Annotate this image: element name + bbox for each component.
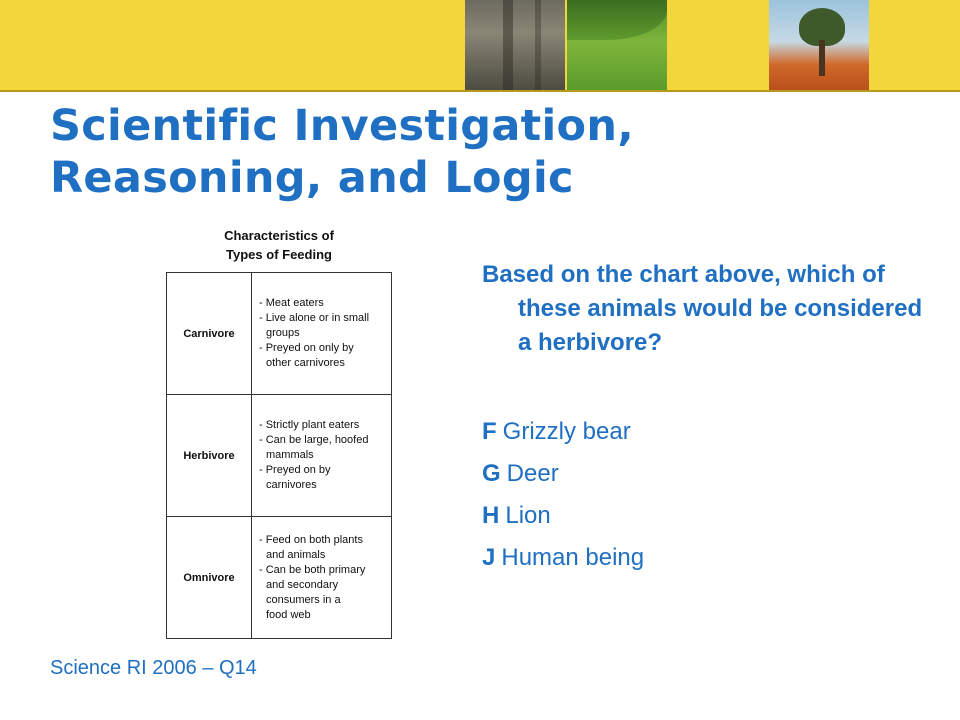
description-line: mammals [266, 449, 314, 461]
table-row-herbivore [167, 395, 392, 517]
description-line: - Live alone or in small [259, 312, 370, 324]
description-line: and secondary [266, 578, 339, 591]
banner-divider [0, 90, 960, 92]
table-row-carnivore [167, 273, 392, 395]
desert-tree-photo [769, 0, 869, 92]
answer-letter: H [482, 502, 500, 529]
chart-heading-line-1: Characteristics of [224, 228, 334, 243]
answer-option-g[interactable] [482, 460, 902, 488]
chart-heading-line-2: Types of Feeding [226, 247, 332, 262]
answer-letter: J [482, 544, 496, 571]
answer-letter: F [482, 418, 497, 445]
slide-title [50, 100, 910, 204]
table-cell-description [252, 395, 392, 517]
answer-text: Deer [506, 460, 559, 487]
table-cell-description [252, 273, 392, 395]
description-line: carnivores [266, 479, 317, 491]
feeding-types-table [166, 272, 392, 639]
description-line: - Preyed on only by [259, 342, 354, 354]
question-text: Based on the chart above, which of these animals would be considered a herbivore? [482, 261, 923, 356]
description-line: food web [266, 608, 311, 621]
description-line: - Preyed on by [259, 464, 331, 476]
answer-text: Grizzly bear [502, 418, 631, 445]
answer-list [482, 418, 902, 586]
forest-photo [465, 0, 565, 92]
table-cell-type: Carnivore [167, 273, 252, 395]
table-cell-type: Herbivore [167, 395, 252, 517]
answer-text: Lion [505, 502, 551, 529]
description-line: - Can be both primary [259, 563, 366, 576]
source-footer: Science RI 2006 – Q14 [50, 657, 257, 679]
description-line: - Feed on both plants [259, 533, 363, 546]
table-cell-type: Omnivore [167, 517, 252, 639]
description-line: - Meat eaters [259, 297, 324, 309]
answer-option-h[interactable] [482, 502, 902, 530]
table-cell-description [252, 517, 392, 639]
description-line: and animals [266, 548, 326, 561]
description-line: - Strictly plant eaters [259, 419, 360, 431]
title-line-2: Reasoning, and Logic [50, 153, 574, 203]
title-line-1: Scientific Investigation, [50, 101, 634, 151]
description-line: groups [266, 327, 300, 339]
chart-heading [166, 226, 392, 264]
answer-text: Human being [501, 544, 645, 571]
answer-option-f[interactable] [482, 418, 902, 446]
table-row-omnivore [167, 517, 392, 639]
description-line: consumers in a [266, 593, 341, 606]
grass-hill-photo [567, 0, 667, 92]
description-line: other carnivores [266, 357, 345, 369]
answer-option-j[interactable] [482, 544, 902, 572]
answer-letter: G [482, 460, 501, 487]
description-line: - Can be large, hoofed [259, 434, 369, 446]
